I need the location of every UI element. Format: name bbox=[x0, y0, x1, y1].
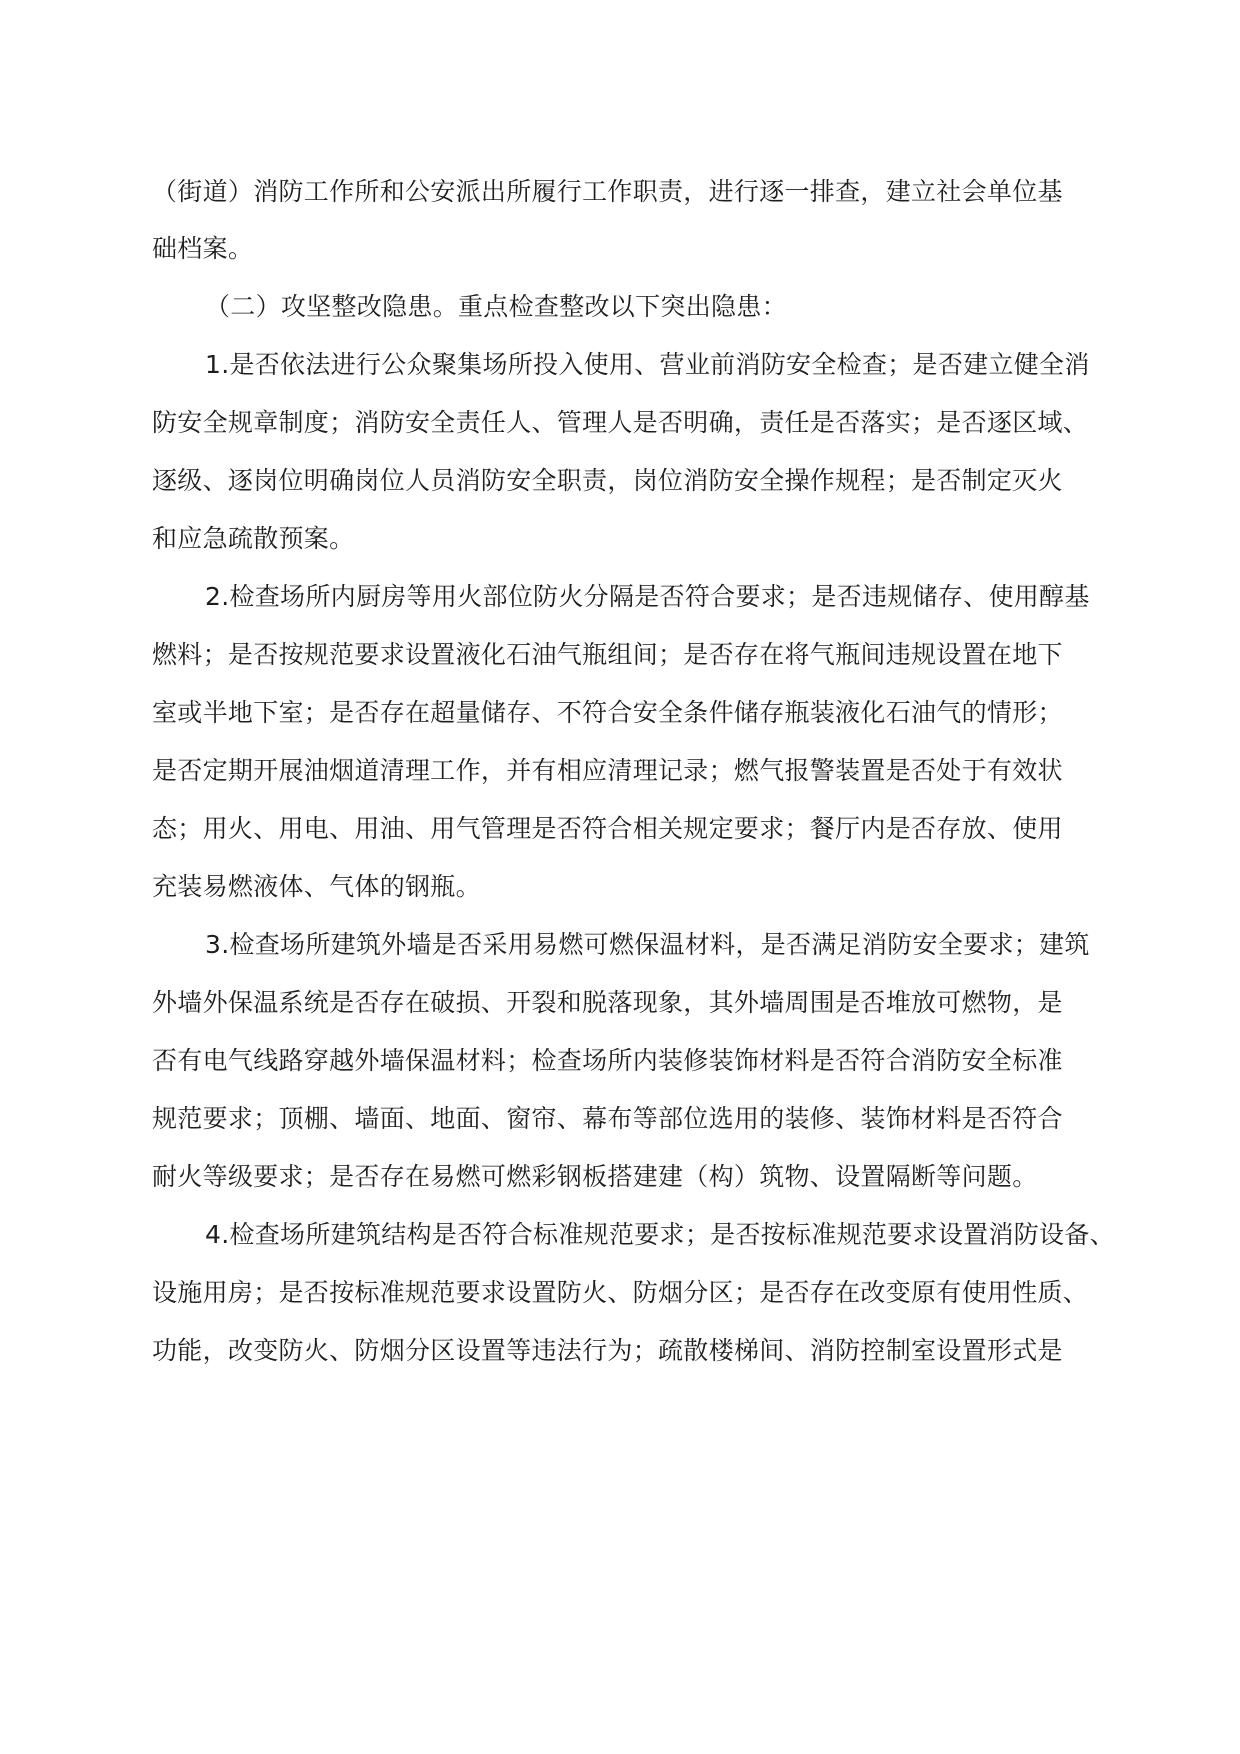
text-line: 和应急疏散预案。 bbox=[152, 524, 355, 553]
text-line: 规范要求；顶棚、墙面、地面、窗帘、幕布等部位选用的装修、装饰材料是否符合 bbox=[152, 1104, 1063, 1133]
text-line: 设施用房；是否按标准规范要求设置防火、防烟分区；是否存在改变原有使用性质、 bbox=[152, 1278, 1089, 1307]
text-line: 否有电气线路穿越外墙保温材料；检查场所内装修装饰材料是否符合消防安全标准 bbox=[152, 1046, 1063, 1075]
text-line: 燃料；是否按规范要求设置液化石油气瓶组间；是否存在将气瓶间违规设置在地下 bbox=[152, 640, 1063, 669]
text-line: 1.是否依法进行公众聚集场所投入使用、营业前消防安全检查；是否建立健全消 bbox=[205, 350, 1090, 379]
text-line: 外墙外保温系统是否存在破损、开裂和脱落现象，其外墙周围是否堆放可燃物，是 bbox=[152, 988, 1063, 1017]
text-line: 室或半地下室；是否存在超量储存、不符合安全条件储存瓶装液化石油气的情形； bbox=[152, 698, 1063, 727]
text-line: 功能，改变防火、防烟分区设置等违法行为；疏散楼梯间、消防控制室设置形式是 bbox=[152, 1336, 1063, 1365]
section-heading: （二）攻坚整改隐患。重点检查整改以下突出隐患： bbox=[205, 292, 787, 321]
text-line: 充装易燃液体、气体的钢瓶。 bbox=[152, 872, 481, 901]
text-line: 4.检查场所建筑结构是否符合标准规范要求；是否按标准规范要求设置消防设备、 bbox=[205, 1220, 1115, 1249]
text-line: 逐级、逐岗位明确岗位人员消防安全职责，岗位消防安全操作规程；是否制定灭火 bbox=[152, 466, 1063, 495]
text-line: 3.检查场所建筑外墙是否采用易燃可燃保温材料，是否满足消防安全要求；建筑 bbox=[205, 930, 1090, 959]
text-line: 础档案。 bbox=[152, 234, 254, 263]
text-line: 耐火等级要求；是否存在易燃可燃彩钢板搭建建（构）筑物、设置隔断等问题。 bbox=[152, 1162, 1038, 1191]
text-line: 2.检查场所内厨房等用火部位防火分隔是否符合要求；是否违规储存、使用醇基 bbox=[205, 582, 1090, 611]
text-line: 是否定期开展油烟道清理工作，并有相应清理记录；燃气报警装置是否处于有效状 bbox=[152, 756, 1063, 785]
text-line: （街道）消防工作所和公安派出所履行工作职责，进行逐一排查，建立社会单位基 bbox=[152, 177, 1063, 206]
text-line: 态；用火、用电、用油、用气管理是否符合相关规定要求；餐厅内是否存放、使用 bbox=[152, 814, 1063, 843]
text-line: 防安全规章制度；消防安全责任人、管理人是否明确，责任是否落实；是否逐区域、 bbox=[152, 408, 1089, 437]
